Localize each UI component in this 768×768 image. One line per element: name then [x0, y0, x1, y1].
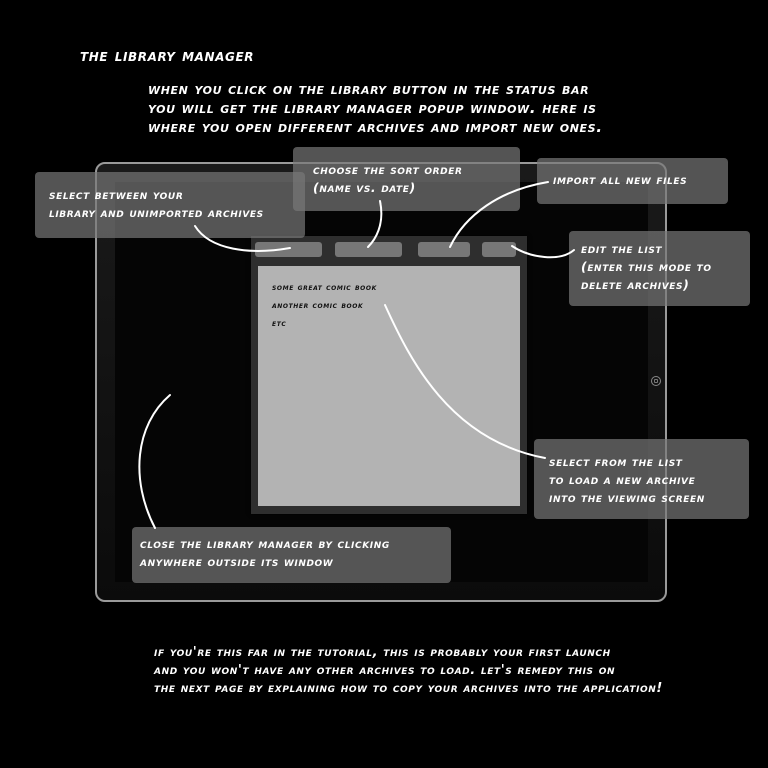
intro-line: when you click on the library button in the status bar [148, 80, 590, 98]
callout-line: close the library manager by clicking [140, 536, 390, 551]
connector-select [195, 226, 290, 251]
callout-line: select between your [49, 187, 184, 202]
footer-line: and you won't have any other archives to load. let's remedy this on [154, 663, 616, 678]
callout-line: select from the list [549, 454, 683, 469]
callout-line: into the viewing screen [549, 490, 705, 505]
callout-line: to load a new archive [549, 472, 696, 487]
intro-line: where you open different archives and import new ones. [148, 118, 603, 136]
list-item[interactable]: etc [272, 319, 287, 329]
callout-line: choose the sort order [313, 162, 463, 177]
list-item[interactable]: another comic book [272, 301, 364, 311]
footer-line: the next page by explaining how to copy your archives into the application! [154, 681, 663, 696]
connector-close [139, 395, 170, 528]
callout-line: delete archives) [581, 277, 690, 292]
list-item[interactable]: some great comic book [272, 283, 377, 293]
callout-line: anywhere outside its window [140, 554, 334, 569]
callout-line: library and unimported archives [49, 205, 264, 220]
connector-import [450, 182, 548, 247]
callout-line: (enter this mode to [581, 259, 712, 274]
callout-line: (name vs. date) [313, 180, 416, 195]
callout-line: edit the list [581, 241, 663, 256]
connector-edit [512, 246, 574, 257]
connector-select-list [385, 305, 545, 458]
footer-text [154, 644, 764, 698]
connector-sort [368, 201, 381, 247]
callout-line: import all new files [553, 172, 688, 187]
page-title: the library manager [80, 46, 255, 66]
intro-line: you will get the library manager popup window. here is [148, 99, 597, 117]
footer-line: if you're this far in the tutorial, this is probably your first launch [154, 645, 611, 660]
